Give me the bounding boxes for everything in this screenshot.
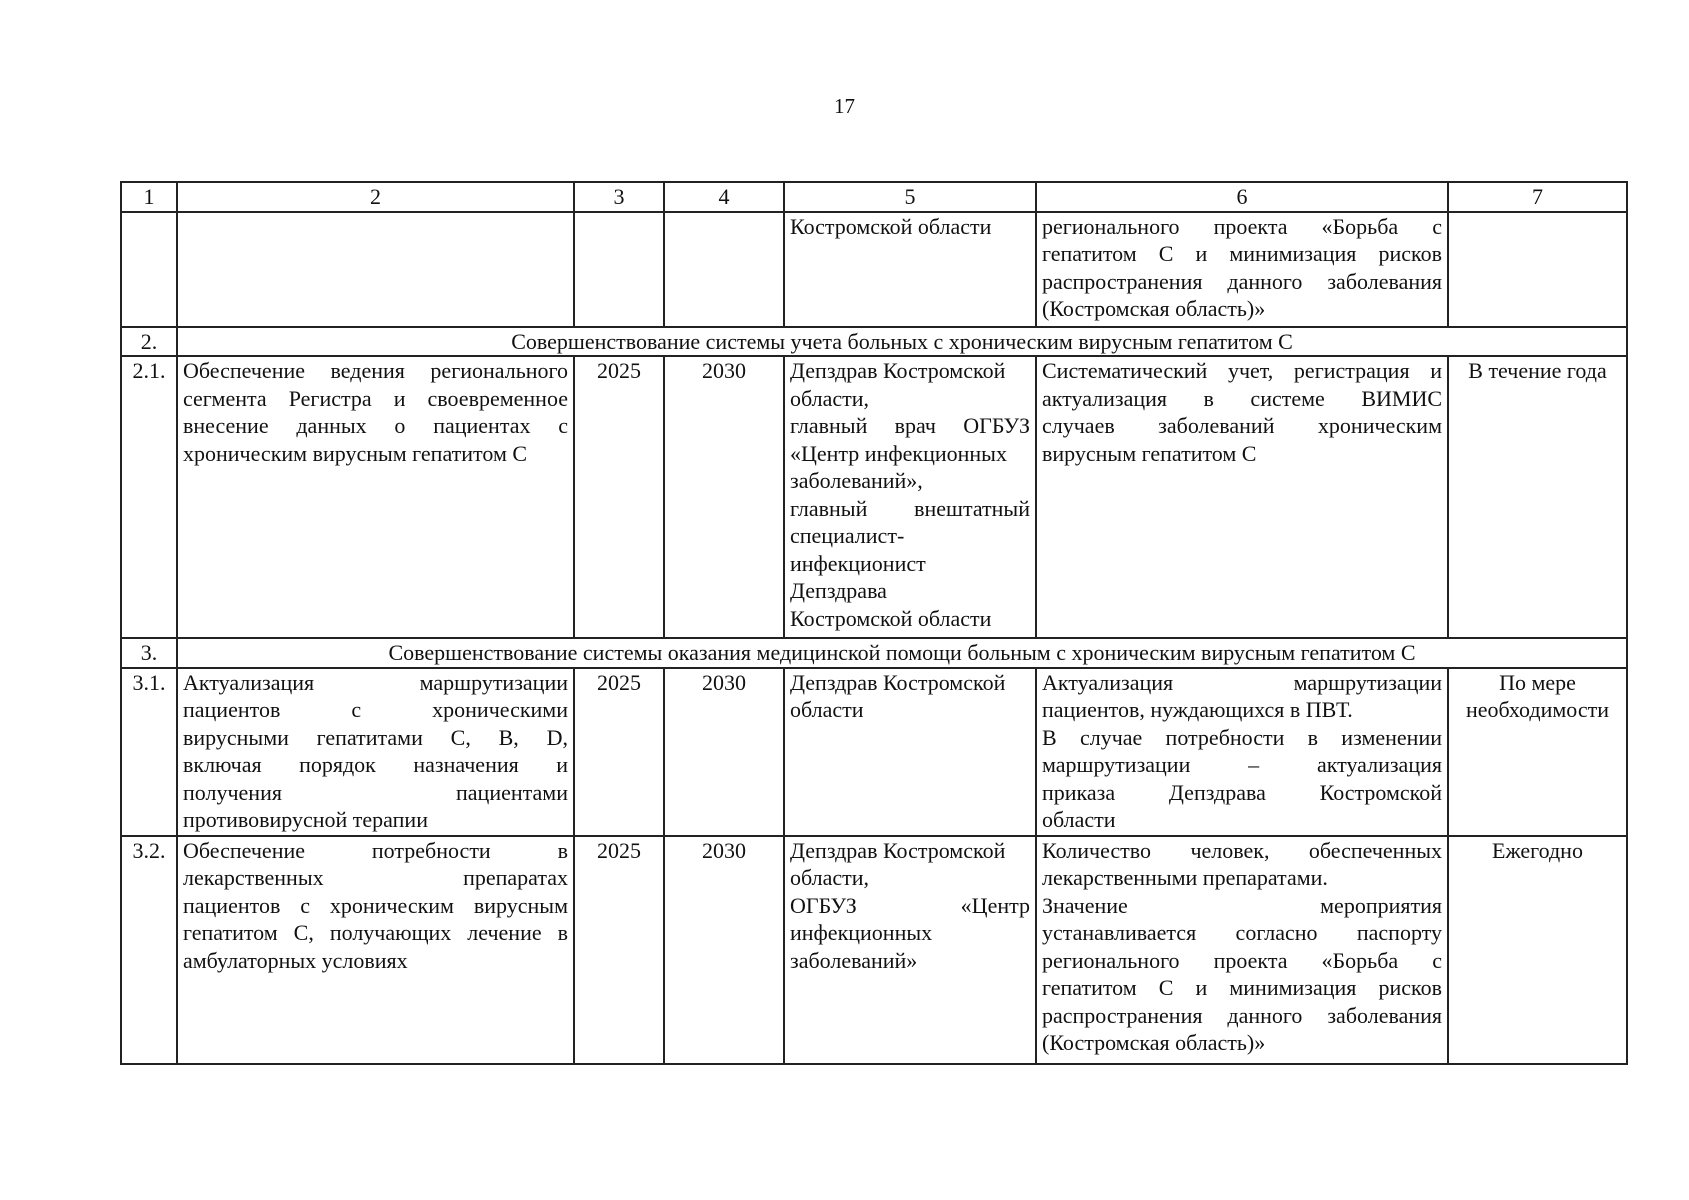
- text-line: распространения данного заболевания: [1042, 268, 1442, 294]
- text-line: регионального проекта «Борьба с: [1042, 213, 1442, 239]
- text-line: (Костромская область)»: [1042, 1030, 1266, 1055]
- table-cell: [664, 212, 784, 327]
- text-line: хроническим вирусным гепатитом С: [183, 440, 528, 466]
- text-line: Депздрава: [790, 578, 887, 603]
- end-year: 2030: [664, 836, 784, 1064]
- header-cell: 1: [121, 182, 177, 212]
- table-row: [121, 668, 1627, 836]
- header-cell: 5: [784, 182, 1036, 212]
- start-year: 2025: [574, 356, 664, 638]
- row-number: 3.1.: [121, 668, 177, 836]
- text-line: В случае потребности в изменении: [1042, 724, 1442, 750]
- start-year: 2025: [574, 668, 664, 836]
- end-year: 2030: [664, 668, 784, 836]
- text-line: Значение мероприятия: [1042, 892, 1442, 918]
- text-line: ОГБУЗ «Центр: [790, 892, 1030, 918]
- text-line: необходимости: [1465, 697, 1609, 722]
- text-line: вирусными гепатитами С, В, D,: [183, 724, 568, 750]
- activity-cell: [177, 836, 574, 1064]
- text-line: области,: [790, 865, 870, 890]
- result-cell: [1036, 212, 1448, 327]
- header-cell: 7: [1448, 182, 1627, 212]
- section-number: 3.: [121, 638, 177, 668]
- section-number: 2.: [121, 327, 177, 357]
- text-line: области,: [790, 385, 870, 411]
- text-line: внесение данных о пациентах с: [183, 413, 568, 438]
- text-line: маршрутизации – актуализация: [1042, 752, 1442, 777]
- result-cell: [1036, 356, 1448, 638]
- text-line: гепатитом С и минимизация рисков: [1042, 241, 1442, 266]
- executor-cell: Костромской области: [784, 212, 1036, 327]
- table-row: [121, 356, 1627, 638]
- row-number: 2.1.: [121, 356, 177, 638]
- text-line: Обеспечение ведения регионального: [183, 358, 568, 383]
- text-line: «Центр инфекционных: [790, 440, 1007, 466]
- header-cell: 4: [664, 182, 784, 212]
- text-line: Актуализация маршрутизации: [1042, 669, 1442, 695]
- table-cell: [574, 212, 664, 327]
- text-line: устанавливается согласно паспорту: [1042, 920, 1442, 945]
- header-cell: 3: [574, 182, 664, 212]
- text-line: сегмента Регистра и своевременное: [183, 385, 568, 411]
- text-line: Депздрав Костромской: [790, 669, 1006, 695]
- table-row: [121, 836, 1627, 1064]
- text-line: области: [790, 697, 864, 722]
- result-cell: [1036, 836, 1448, 1064]
- text-line: (Костромская область)»: [1042, 296, 1266, 321]
- text-line: заболеваний»,: [790, 468, 923, 493]
- text-line: По мере: [1499, 669, 1576, 695]
- activity-cell: [177, 356, 574, 638]
- section-row: [121, 327, 1627, 357]
- table-cell: [121, 212, 177, 327]
- text-line: главный внештатный: [790, 495, 1030, 521]
- header-cell: 6: [1036, 182, 1448, 212]
- text-line: главный врач ОГБУЗ: [790, 413, 1030, 438]
- text-line: области: [1042, 807, 1116, 832]
- text-line: получения пациентами: [183, 779, 568, 805]
- text-line: приказа Депздрава Костромской: [1042, 779, 1442, 805]
- end-year: 2030: [664, 356, 784, 638]
- text-line: распространения данного заболевания: [1042, 1002, 1442, 1028]
- text-line: лекарственными препаратами.: [1042, 865, 1328, 890]
- executor-cell: [784, 356, 1036, 638]
- period-cell: [1448, 668, 1627, 836]
- text-line: пациентов с хроническим вирусным: [183, 892, 568, 918]
- text-line: Обеспечение потребности в: [183, 837, 568, 863]
- section-row: [121, 638, 1627, 668]
- text-line: амбулаторных условиях: [183, 947, 408, 973]
- text-line: гепатитом С и минимизация рисков: [1042, 975, 1442, 1000]
- text-line: Количество человек, обеспеченных: [1042, 837, 1442, 863]
- text-line: актуализация в системе ВИМИС: [1042, 385, 1442, 411]
- text-line: включая порядок назначения и: [183, 752, 568, 777]
- continuation-row: [121, 212, 1627, 327]
- row-number: 3.2.: [121, 836, 177, 1064]
- section-title: Совершенствование системы учета больных с хроническим вирусным гепатитом С: [177, 327, 1627, 357]
- text-line: гепатитом С, получающих лечение в: [183, 920, 568, 945]
- executor-cell: [784, 668, 1036, 836]
- text-line: пациентов с хроническими: [183, 697, 568, 722]
- period-cell: В течение года: [1448, 356, 1627, 638]
- plan-table: [120, 181, 1628, 1065]
- period-cell: Ежегодно: [1448, 836, 1627, 1064]
- start-year: 2025: [574, 836, 664, 1064]
- text-line: вирусным гепатитом С: [1042, 440, 1257, 466]
- header-cell: 2: [177, 182, 574, 212]
- text-line: Депздрав Костромской: [790, 837, 1006, 863]
- activity-cell: [177, 668, 574, 836]
- text-line: специалист-: [790, 523, 905, 548]
- section-title: Совершенствование системы оказания медицинской помощи больным с хроническим вирусным гепатитом С: [177, 638, 1627, 668]
- text-line: случаев заболеваний хроническим: [1042, 413, 1442, 438]
- text-line: пациентов, нуждающихся в ПВТ.: [1042, 697, 1353, 722]
- text-line: лекарственных препаратах: [183, 865, 568, 890]
- text-line: Систематический учет, регистрация и: [1042, 358, 1442, 383]
- result-cell: [1036, 668, 1448, 836]
- text-line: Актуализация маршрутизации: [183, 669, 568, 695]
- header-row: [121, 182, 1627, 212]
- text-line: инфекционист: [790, 550, 926, 576]
- text-line: регионального проекта «Борьба с: [1042, 947, 1442, 973]
- page-number: 17: [834, 94, 855, 118]
- executor-cell: [784, 836, 1036, 1064]
- text-line: Депздрав Костромской: [790, 358, 1006, 383]
- table-cell: [1448, 212, 1627, 327]
- text-line: инфекционных: [790, 920, 933, 945]
- table-cell: [177, 212, 574, 327]
- text-line: противовирусной терапии: [183, 807, 428, 832]
- text-line: Костромской области: [790, 605, 992, 631]
- text-line: заболеваний»: [790, 947, 918, 973]
